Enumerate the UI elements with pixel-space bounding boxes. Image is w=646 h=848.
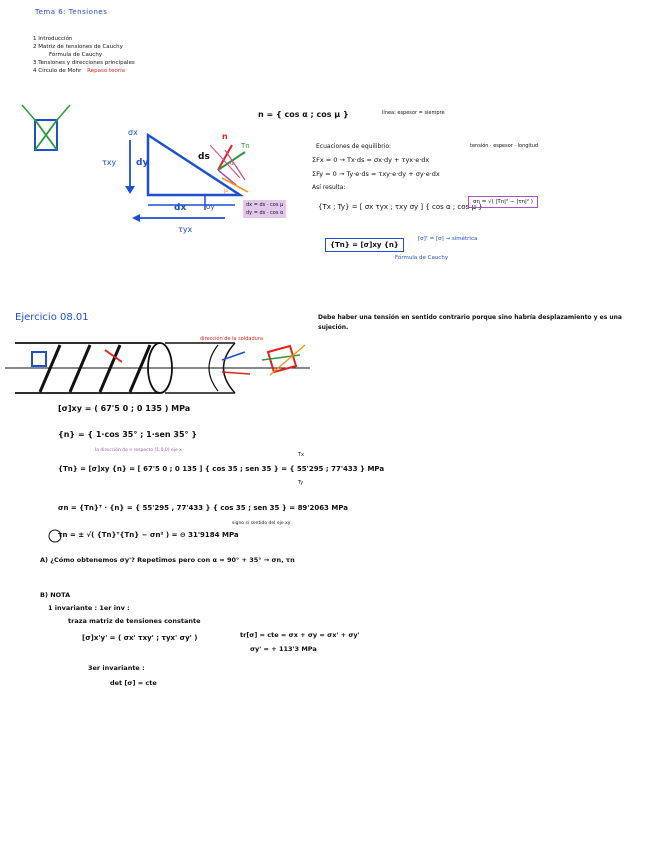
n-vector: {n} = { 1·cos 35° ; 1·sen 35° } xyxy=(58,430,198,439)
label-tau-yx: τyx xyxy=(178,225,193,234)
invariant-1: 1 invariante : 1er inv : xyxy=(48,604,130,612)
tn-label-ty: Ty xyxy=(298,480,304,486)
normal-vector-def: n = { cos α ; cos µ } xyxy=(258,110,349,119)
invariant-3: 3er invariante : xyxy=(88,664,145,672)
asi-label: Así resulta: xyxy=(312,184,346,191)
cauchy-equation: {Tn} = [σ]xy {n} xyxy=(325,238,404,252)
det-equation: det [σ] = cte xyxy=(110,679,157,687)
part-b-title: B) NOTA xyxy=(40,591,71,599)
label-ds: ds xyxy=(198,152,210,162)
label-dx: dx xyxy=(174,203,187,213)
n-vector-note: la dirección de n respecto (1,0,0) eje x xyxy=(95,448,182,453)
tau-n-note: signo si sentido del eje xy xyxy=(232,521,291,526)
label-sigma-y: σy xyxy=(206,203,215,211)
equilibrium-eq2: ΣFy = 0 → Ty·e·ds = τxy·e·dy + σy·e·dx xyxy=(312,170,440,178)
trace-equation: tr[σ] = cte = σx + σy = σx' + σy' xyxy=(240,631,360,639)
outline-item: 2 Matriz de tensiones de Cauchy xyxy=(33,44,123,50)
dx-note: dx = ds · cos µ xyxy=(246,202,284,208)
label-mu: µ xyxy=(224,187,228,194)
normal-note: línea: espesor = siempre xyxy=(382,110,445,116)
label-tn: Tn xyxy=(241,142,250,150)
outline-item: 4 Círculo de Mohr xyxy=(33,68,82,74)
outline-item: 1 Introducción xyxy=(33,36,73,42)
label-dy: dy xyxy=(136,158,149,168)
equilibrium-title: Ecuaciones de equilibrio: xyxy=(316,143,392,150)
label-alpha: α xyxy=(230,160,234,167)
sigma-prime-matrix: [σ]x'y' = ( σx' τxy' ; τyx' σy' ) xyxy=(82,634,198,642)
equilibrium-note: tensión · espesor · longitud xyxy=(470,143,539,149)
exercise-element xyxy=(32,352,46,366)
label-sigma-x: σx xyxy=(128,128,138,137)
matrix-equation: {Tx ; Ty} = [ σx τyx ; τxy σy ] { cos α ; cos µ } xyxy=(318,203,483,211)
label-n: n xyxy=(222,132,228,141)
sigma-n-equation: σn = {Tn}ᵀ · {n} = { 55'295 , 77'433 } { cos 35 ; sen 35 } = 89'2063 MPa xyxy=(58,504,349,512)
part-a: A) ¿Cómo obtenemos σy'? Repetimos pero con α = 90° + 35° → σn, τn xyxy=(40,556,295,564)
outline-item: Fórmula de Cauchy xyxy=(49,52,103,58)
fiber-note: dirección de la soldadura xyxy=(200,336,263,342)
exercise-title: Ejercicio 08.01 xyxy=(15,312,89,323)
tau-n-equation: τn = ± √( {Tn}ᵀ{Tn} − σn² ) = ⊖ 31'9184 MPa xyxy=(58,531,239,539)
outline-item: 3 Tensiones y direcciones principales xyxy=(33,60,135,66)
tn-label-tx: Tx xyxy=(298,452,305,458)
symmetry-note: [σ]ᵀ = [σ] → simétrica xyxy=(418,236,478,242)
equilibrium-eq1: ΣFx = 0 → Tx·ds = σx·dy + τyx·e·dx xyxy=(312,156,430,164)
dy-note: dy = ds · cos α xyxy=(246,210,284,216)
cauchy-label: Fórmula de Cauchy xyxy=(395,255,449,261)
dxdy-note-box xyxy=(243,200,286,218)
modulus-equation: σn = √( |Tn|² − |τn|² ) xyxy=(468,196,538,208)
exercise-statement xyxy=(318,313,628,333)
sigma-matrix: [σ]xy = ( 67'5 0 ; 0 135 ) MPa xyxy=(58,404,191,413)
page-title: Tema 6: Tensiones xyxy=(35,8,108,16)
label-tau-xy: τxy xyxy=(102,158,117,167)
sigma-y-prime: σy' = + 113'3 MPa xyxy=(250,645,317,653)
tn-equation: {Tn} = [σ]xy {n} = [ 67'5 0 ; 0 135 ] { cos 35 ; sen 35 } = { 55'295 ; 77'433 } MPa xyxy=(58,465,385,473)
exercise-statement-text: Debe haber una tensión en sentido contrario porque sino habría desplazamiento y es una sujeción. xyxy=(318,314,622,331)
outline-list xyxy=(33,35,135,75)
outline-note: Repaso teoría xyxy=(87,68,126,74)
invariant-1-desc: traza matriz de tensiones constante xyxy=(68,617,201,625)
